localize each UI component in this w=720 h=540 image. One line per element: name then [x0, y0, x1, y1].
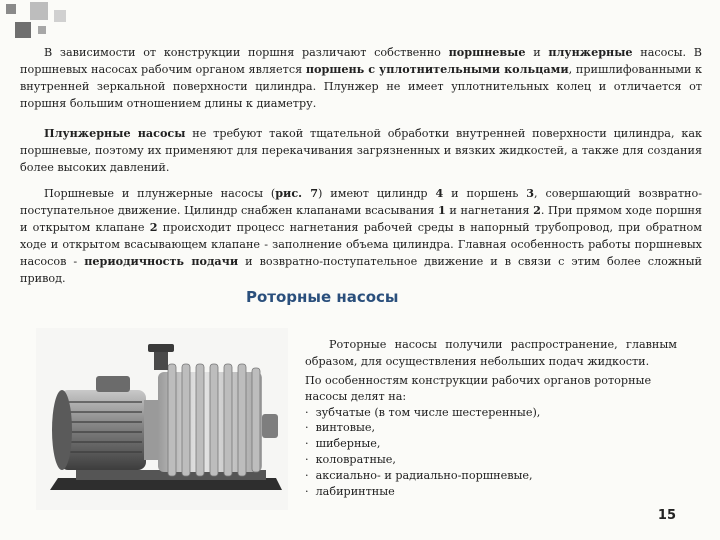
rotary-types-list [305, 405, 685, 500]
rotary-types-block [305, 373, 685, 499]
paragraph-pump-operation: Поршневые и плунжерные насосы (рис. 7) имеют цилиндр 4 и поршень 3, совершающий возвратно-поступательное движение. Цилиндр снабжен клапанами всасывания 1 и нагнетания 2. При прямом ходе поршня и открытом клапане 2 происходит процесс нагнетания рабочей среды в напорный трубопровод, при обратном ходе и открытом всасывающем клапане - заполнение объема цилиндра. Главная особенность работы поршневых насосов - периодичность подачи и возвратно-поступательное движение и в связи с этим более сложный привод. [20, 186, 702, 285]
rotary-list-lead: По особенностям конструкции рабочих органов роторные насосы делят на: [305, 374, 652, 403]
rotary-pump-photo [36, 328, 288, 510]
list-item: · аксиально- и радиально-поршневые, [305, 468, 685, 484]
page-number: 15 [657, 508, 676, 523]
corner-decoration [0, 0, 100, 48]
paragraph-plunger-pumps: Плунжерные насосы не требуют такой тщательной обработки внутренней поверхности цилиндра, как поршневые, поэтому их применяют для перекачивания загрязненных и вязких жидкостей, а также для создания более высоких давлений. [20, 126, 702, 174]
list-item: · лабиринтные [305, 484, 685, 500]
list-item: · шиберные, [305, 436, 685, 452]
list-item: · зубчатые (в том числе шестеренные), [305, 405, 685, 421]
list-item: · коловратные, [305, 452, 685, 468]
rotary-intro-text: Роторные насосы получили распространение, главным образом, для осуществления небольших подач жидкости. [305, 338, 677, 368]
paragraph-piston-types: В зависимости от конструкции поршня различают собственно поршневые и плунжерные насосы. В поршневых насосах рабочим органом является поршень с уплотнительными кольцами, пришлифованными к внутренней зеркальной поверхности цилиндра. Плунжер не имеет уплотнительных колец и отличается от поршня большим отношением длины к диаметру. [20, 45, 703, 110]
list-item: · винтовые, [305, 420, 685, 436]
section-heading: Роторные насосы [246, 288, 399, 306]
